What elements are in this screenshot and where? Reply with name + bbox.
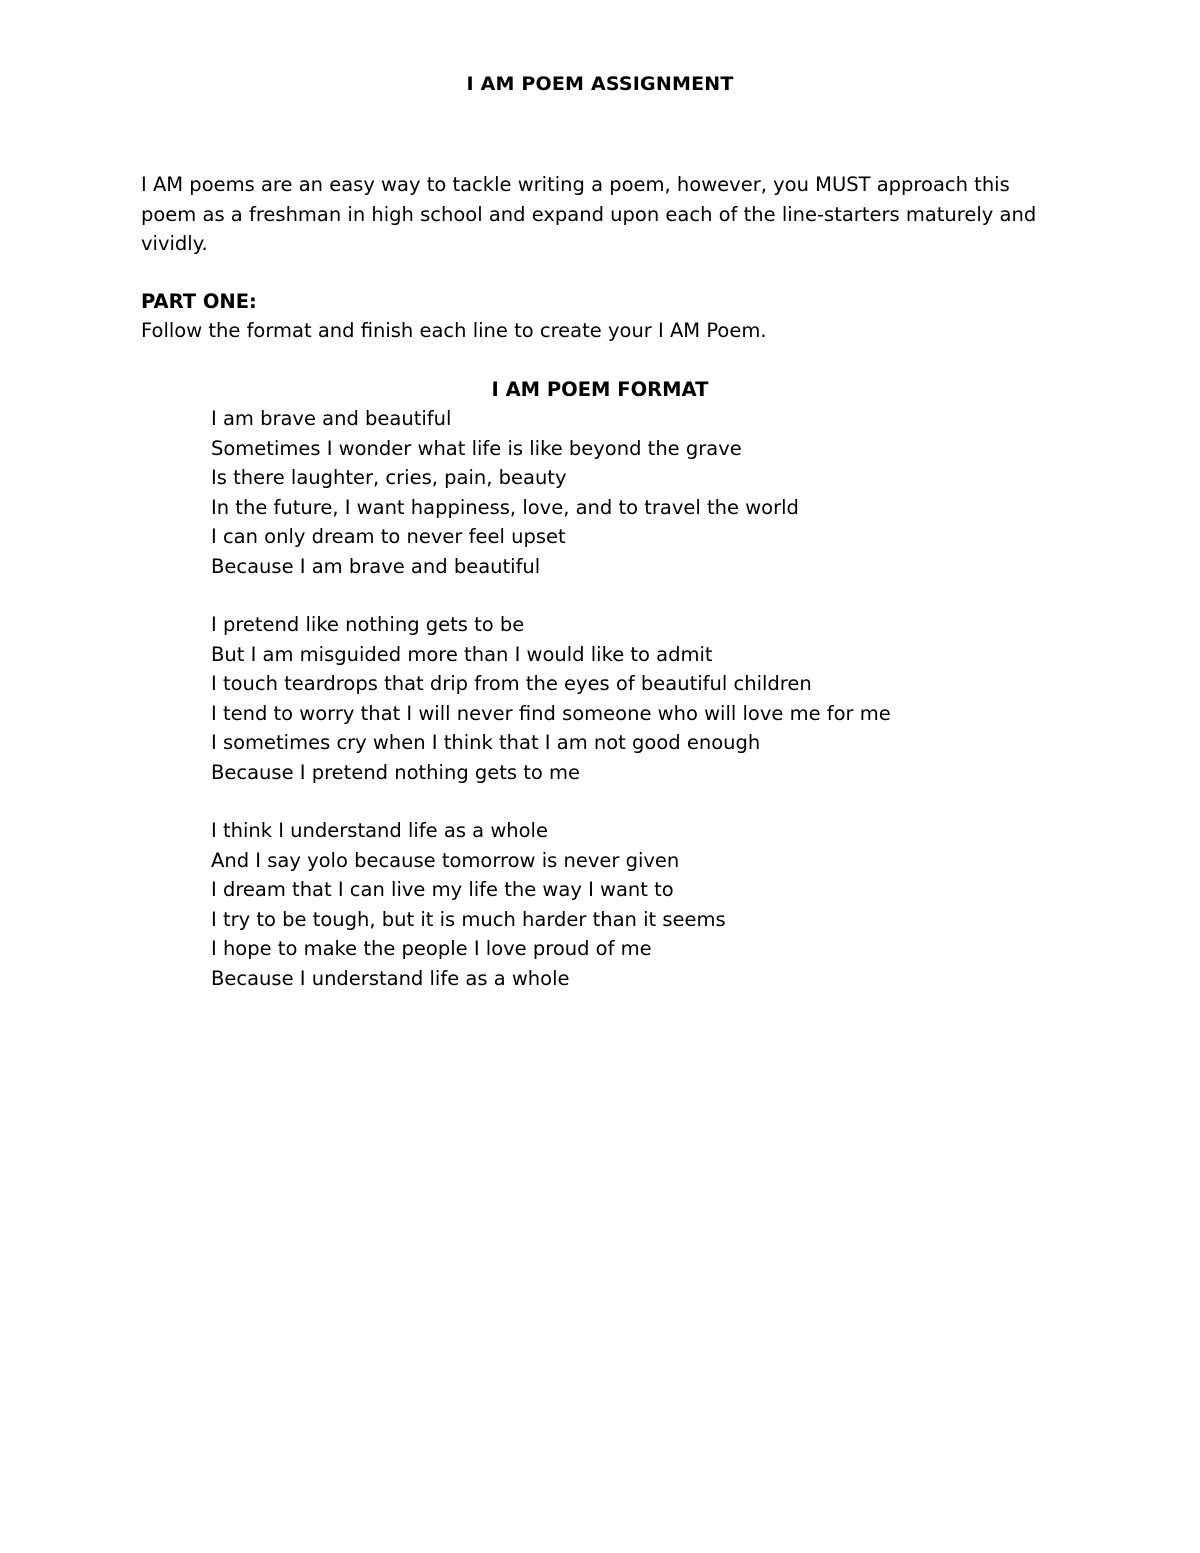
poem-line: I can only dream to never feel upset bbox=[211, 525, 566, 548]
poem-stanza-1 bbox=[211, 404, 799, 581]
poem-line: I touch teardrops that drip from the eyes of beautiful children bbox=[211, 672, 812, 695]
poem-stanza-2 bbox=[211, 610, 891, 787]
poem-line: Sometimes I wonder what life is like beyond the grave bbox=[211, 436, 742, 460]
poem-line: I try to be tough, but it is much harder than it seems bbox=[211, 907, 726, 931]
poem-line: But I am misguided more than I would like to admit bbox=[211, 642, 713, 666]
poem-line: Is there laughter, cries, pain, beauty bbox=[211, 466, 567, 489]
poem-line: I tend to worry that I will never find someone who will love me for me bbox=[211, 701, 891, 725]
poem-line: In the future, I want happiness, love, and to travel the world bbox=[211, 495, 799, 519]
document-title: I AM POEM ASSIGNMENT bbox=[466, 73, 734, 95]
intro-paragraph: I AM poems are an easy way to tackle writing a poem, however, you MUST approach this poem as a freshman in high school and expand upon each of the line-starters maturely and vividly. bbox=[141, 173, 1037, 255]
poem-line: I think I understand life as a whole bbox=[211, 819, 548, 842]
poem-line: I am brave and beautiful bbox=[211, 407, 452, 430]
poem-line: Because I am brave and beautiful bbox=[211, 554, 541, 578]
poem-line: I dream that I can live my life the way I want to bbox=[211, 878, 674, 901]
poem-line: Because I understand life as a whole bbox=[211, 966, 570, 990]
format-title: I AM POEM FORMAT bbox=[491, 378, 709, 401]
poem-line: And I say yolo because tomorrow is never given bbox=[211, 848, 680, 872]
part-one-heading: PART ONE: bbox=[141, 290, 257, 313]
poem-line: I sometimes cry when I think that I am not good enough bbox=[211, 731, 761, 754]
poem-stanza-3 bbox=[211, 816, 726, 993]
poem-line: I hope to make the people I love proud of me bbox=[211, 937, 652, 960]
poem-line: I pretend like nothing gets to be bbox=[211, 613, 525, 636]
poem-line: Because I pretend nothing gets to me bbox=[211, 760, 581, 784]
part-one-instruction: Follow the format and finish each line to create your I AM Poem. bbox=[141, 319, 767, 342]
